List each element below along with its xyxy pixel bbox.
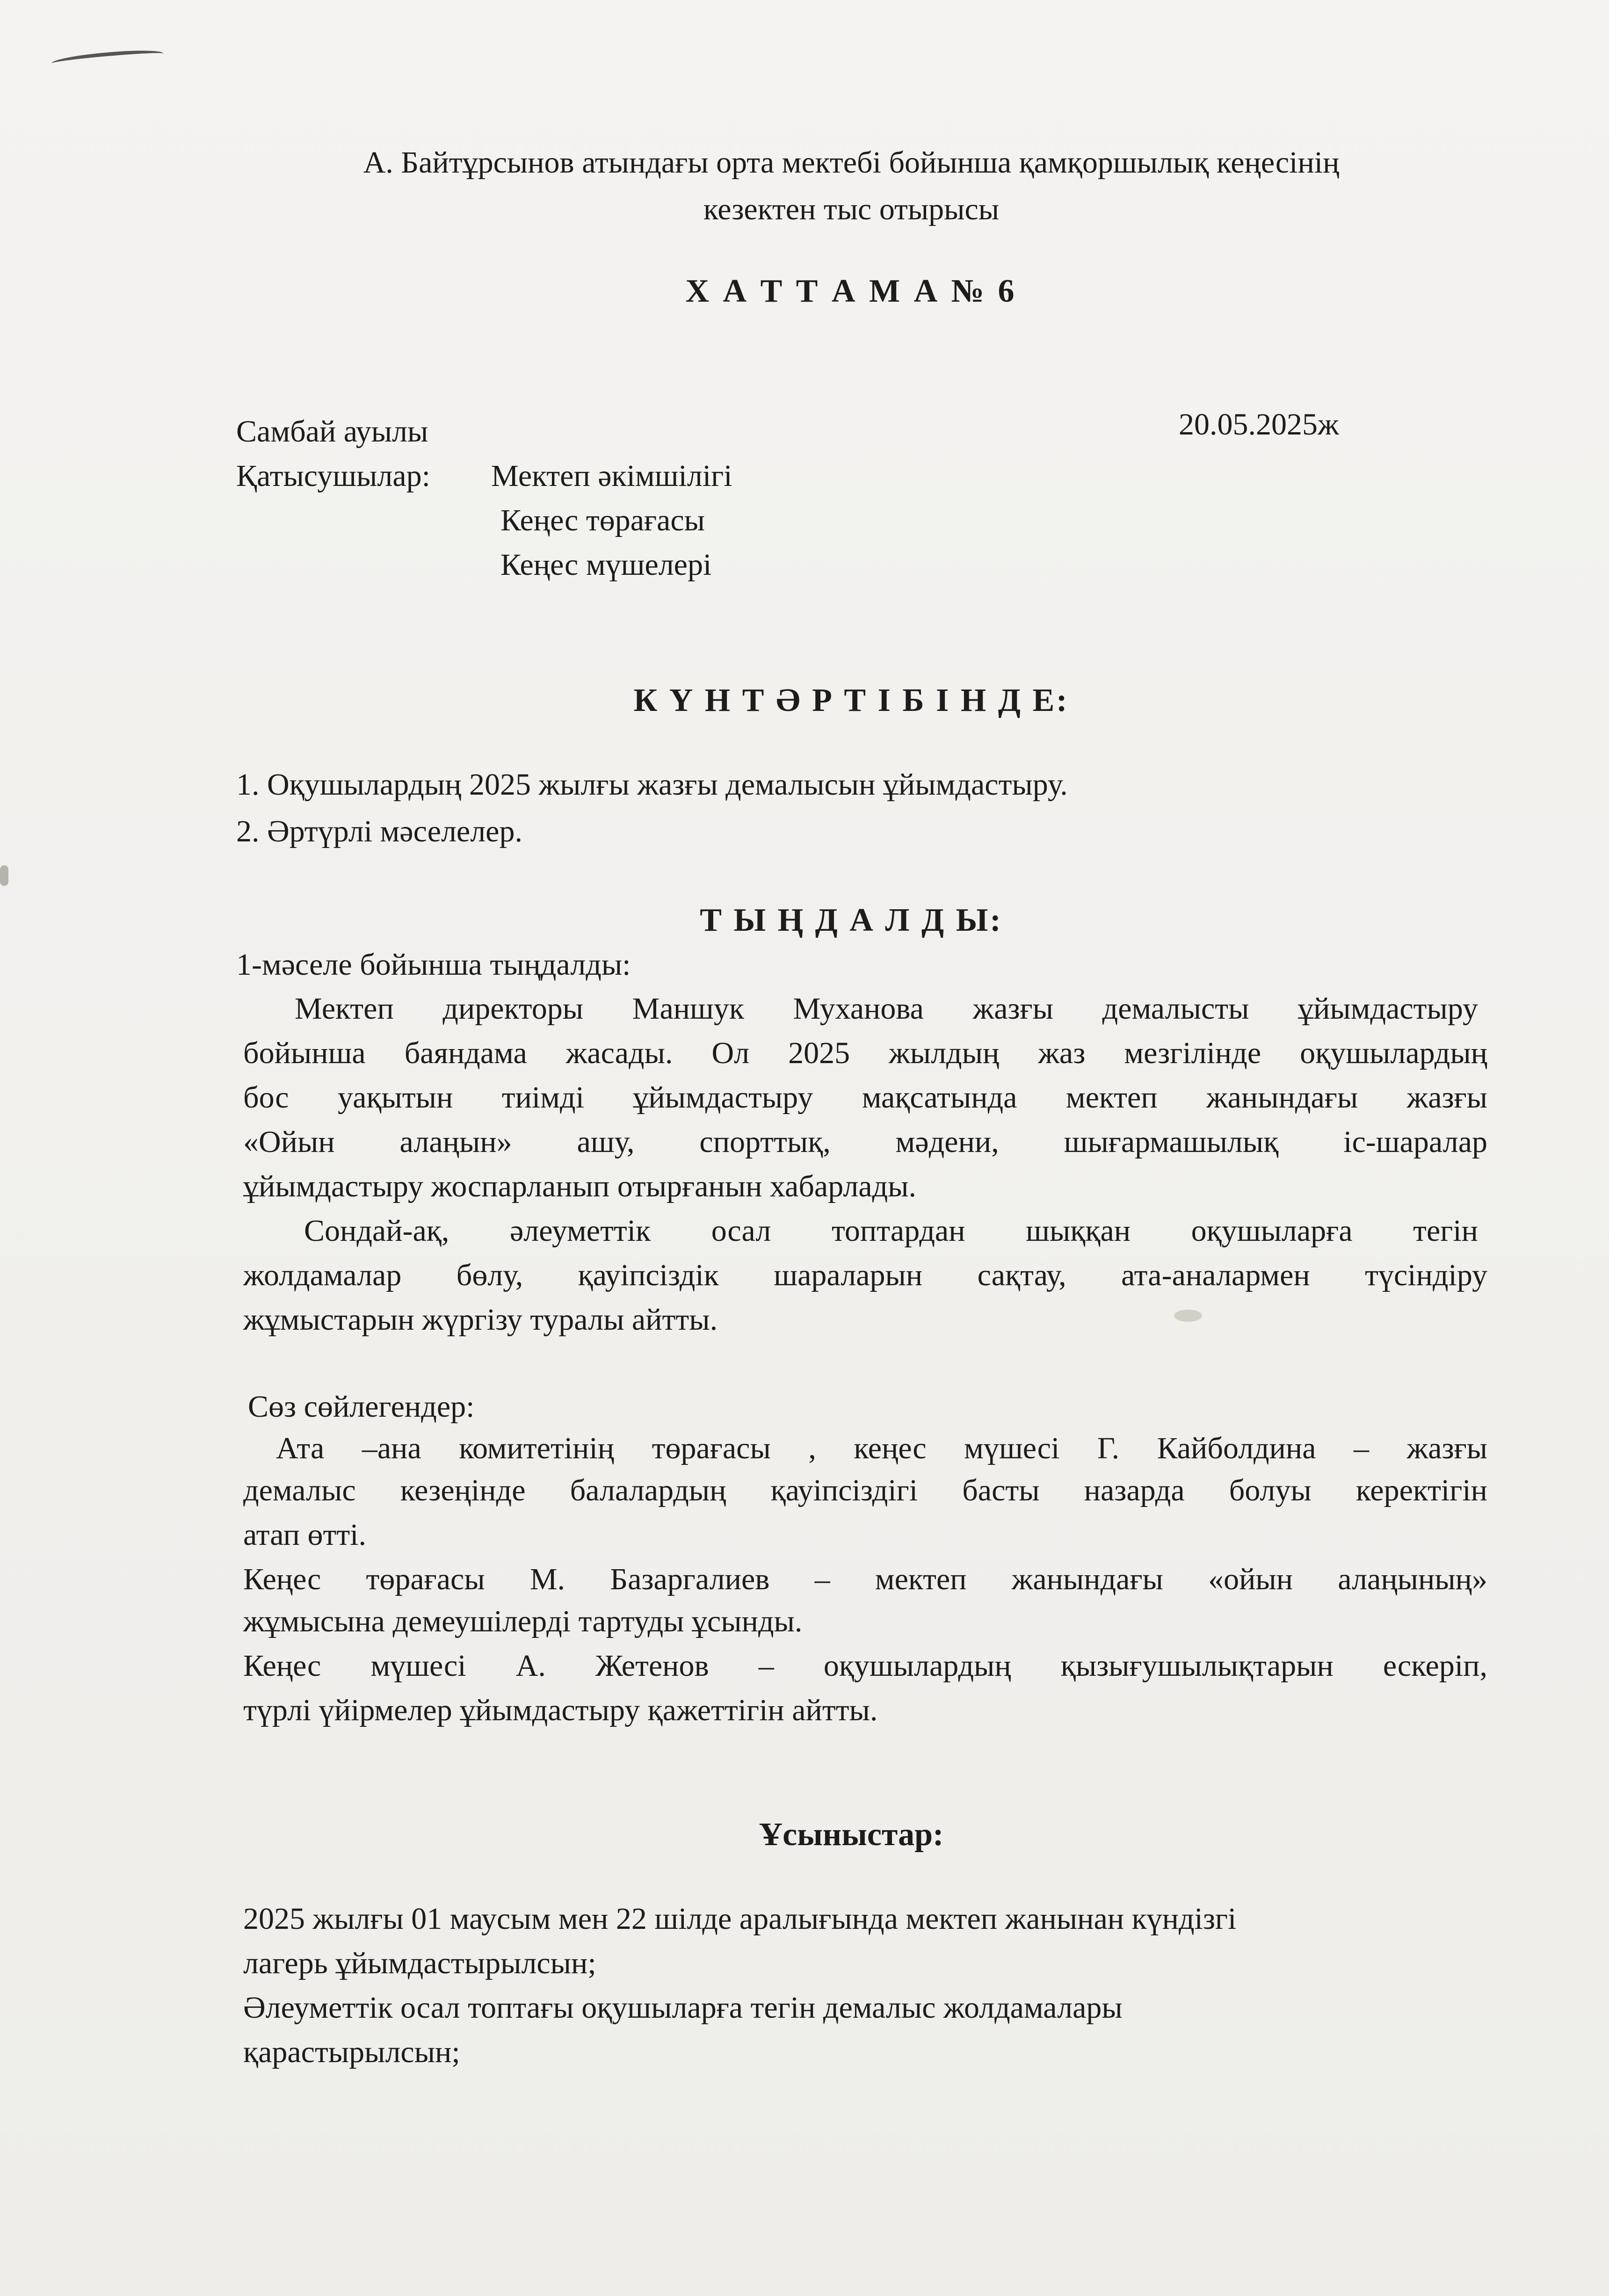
proposal-line: Әлеуметтік осал топтағы оқушыларға тегін демалыс жолдамалары xyxy=(243,1991,1123,2025)
pen-mark xyxy=(51,48,164,70)
participants-label: Қатысушылар: xyxy=(236,459,430,493)
place: Самбай ауылы xyxy=(236,414,428,449)
title-line-1: А. Байтұрсынов атындағы орта мектебі бойынша қамқоршылық кеңесінің xyxy=(363,145,1340,180)
speaker-line: Кеңес төрағасы М. Базаргалиев – мектеп жанындағы «ойын алаңының» xyxy=(243,1562,1487,1596)
participant-item: Кеңес төрағасы xyxy=(500,503,705,537)
heard-paragraph-line: ұйымдастыру жоспарланып отырғанын хабарлады. xyxy=(243,1169,917,1203)
speaker-line: Кеңес мүшесі А. Жетенов – оқушылардың қызығушылықтарын ескеріп, xyxy=(243,1649,1487,1683)
agenda-item: 1. Оқушылардың 2025 жылғы жазғы демалысын ұйымдастыру. xyxy=(236,768,1068,802)
heard-paragraph-line: жұмыстарын жүргізу туралы айтты. xyxy=(243,1303,718,1337)
binder-mark xyxy=(0,865,8,886)
heard-paragraph-line: Сондай-ақ, әлеуметтік осал топтардан шыққан оқушыларға тегін xyxy=(304,1214,1478,1248)
heard-paragraph-line: «Ойын алаңын» ашу, спорттық, мәдени, шығармашылық іс-шаралар xyxy=(243,1125,1487,1159)
date: 20.05.2025ж xyxy=(1179,407,1339,442)
speaker-line: демалыс кезеңінде балалардың қауіпсіздігі басты назарда болуы керектігін xyxy=(243,1473,1487,1507)
heard-paragraph-line: бос уақытын тиімді ұйымдастыру мақсатында мектеп жанындағы жазғы xyxy=(243,1080,1487,1115)
heard-heading: Т Ы Ң Д А Л Д Ы: xyxy=(700,902,1003,938)
speaker-line: атап өтті. xyxy=(243,1518,367,1552)
heard-subheading: 1-мәселе бойынша тыңдалды: xyxy=(236,948,631,982)
participant-item: Мектеп әкімшілігі xyxy=(491,459,732,493)
proposal-line: қарастырылсын; xyxy=(243,2035,460,2069)
heard-paragraph-line: бойынша баяндама жасады. Ол 2025 жылдың жаз мезгілінде оқушылардың xyxy=(243,1036,1487,1070)
speaker-line: жұмысына демеушілерді тартуды ұсынды. xyxy=(243,1604,803,1638)
speakers-label: Сөз сөйлегендер: xyxy=(248,1390,475,1424)
title-line-2: кезектен тыс отырысы xyxy=(703,192,1000,226)
speaker-line: Ата –ана комитетінің төрағасы , кеңес мүшесі Г. Кайболдина – жазғы xyxy=(276,1431,1487,1465)
heard-paragraph-line: Мектеп директоры Маншук Муханова жазғы демалысты ұйымдастыру xyxy=(295,992,1478,1026)
proposal-line: лагерь ұйымдастырылсын; xyxy=(243,1946,596,1980)
proposals-heading: Ұсыныстар: xyxy=(759,1817,944,1853)
speaker-line: түрлі үйірмелер ұйымдастыру қажеттігін айтты. xyxy=(243,1693,878,1727)
heard-paragraph-line: жолдамалар бөлу, қауіпсіздік шараларын сақтау, ата-аналармен түсіндіру xyxy=(243,1258,1487,1292)
agenda-item: 2. Әртүрлі мәселелер. xyxy=(236,814,522,848)
protocol-number: Х А Т Т А М А № 6 xyxy=(685,273,1017,309)
proposal-line: 2025 жылғы 01 маусым мен 22 шілде аралығында мектеп жанынан күндізгі xyxy=(243,1902,1237,1936)
participant-item: Кеңес мүшелері xyxy=(500,548,712,582)
agenda-heading: К Ү Н Т Ә Р Т І Б І Н Д Е: xyxy=(633,682,1069,718)
